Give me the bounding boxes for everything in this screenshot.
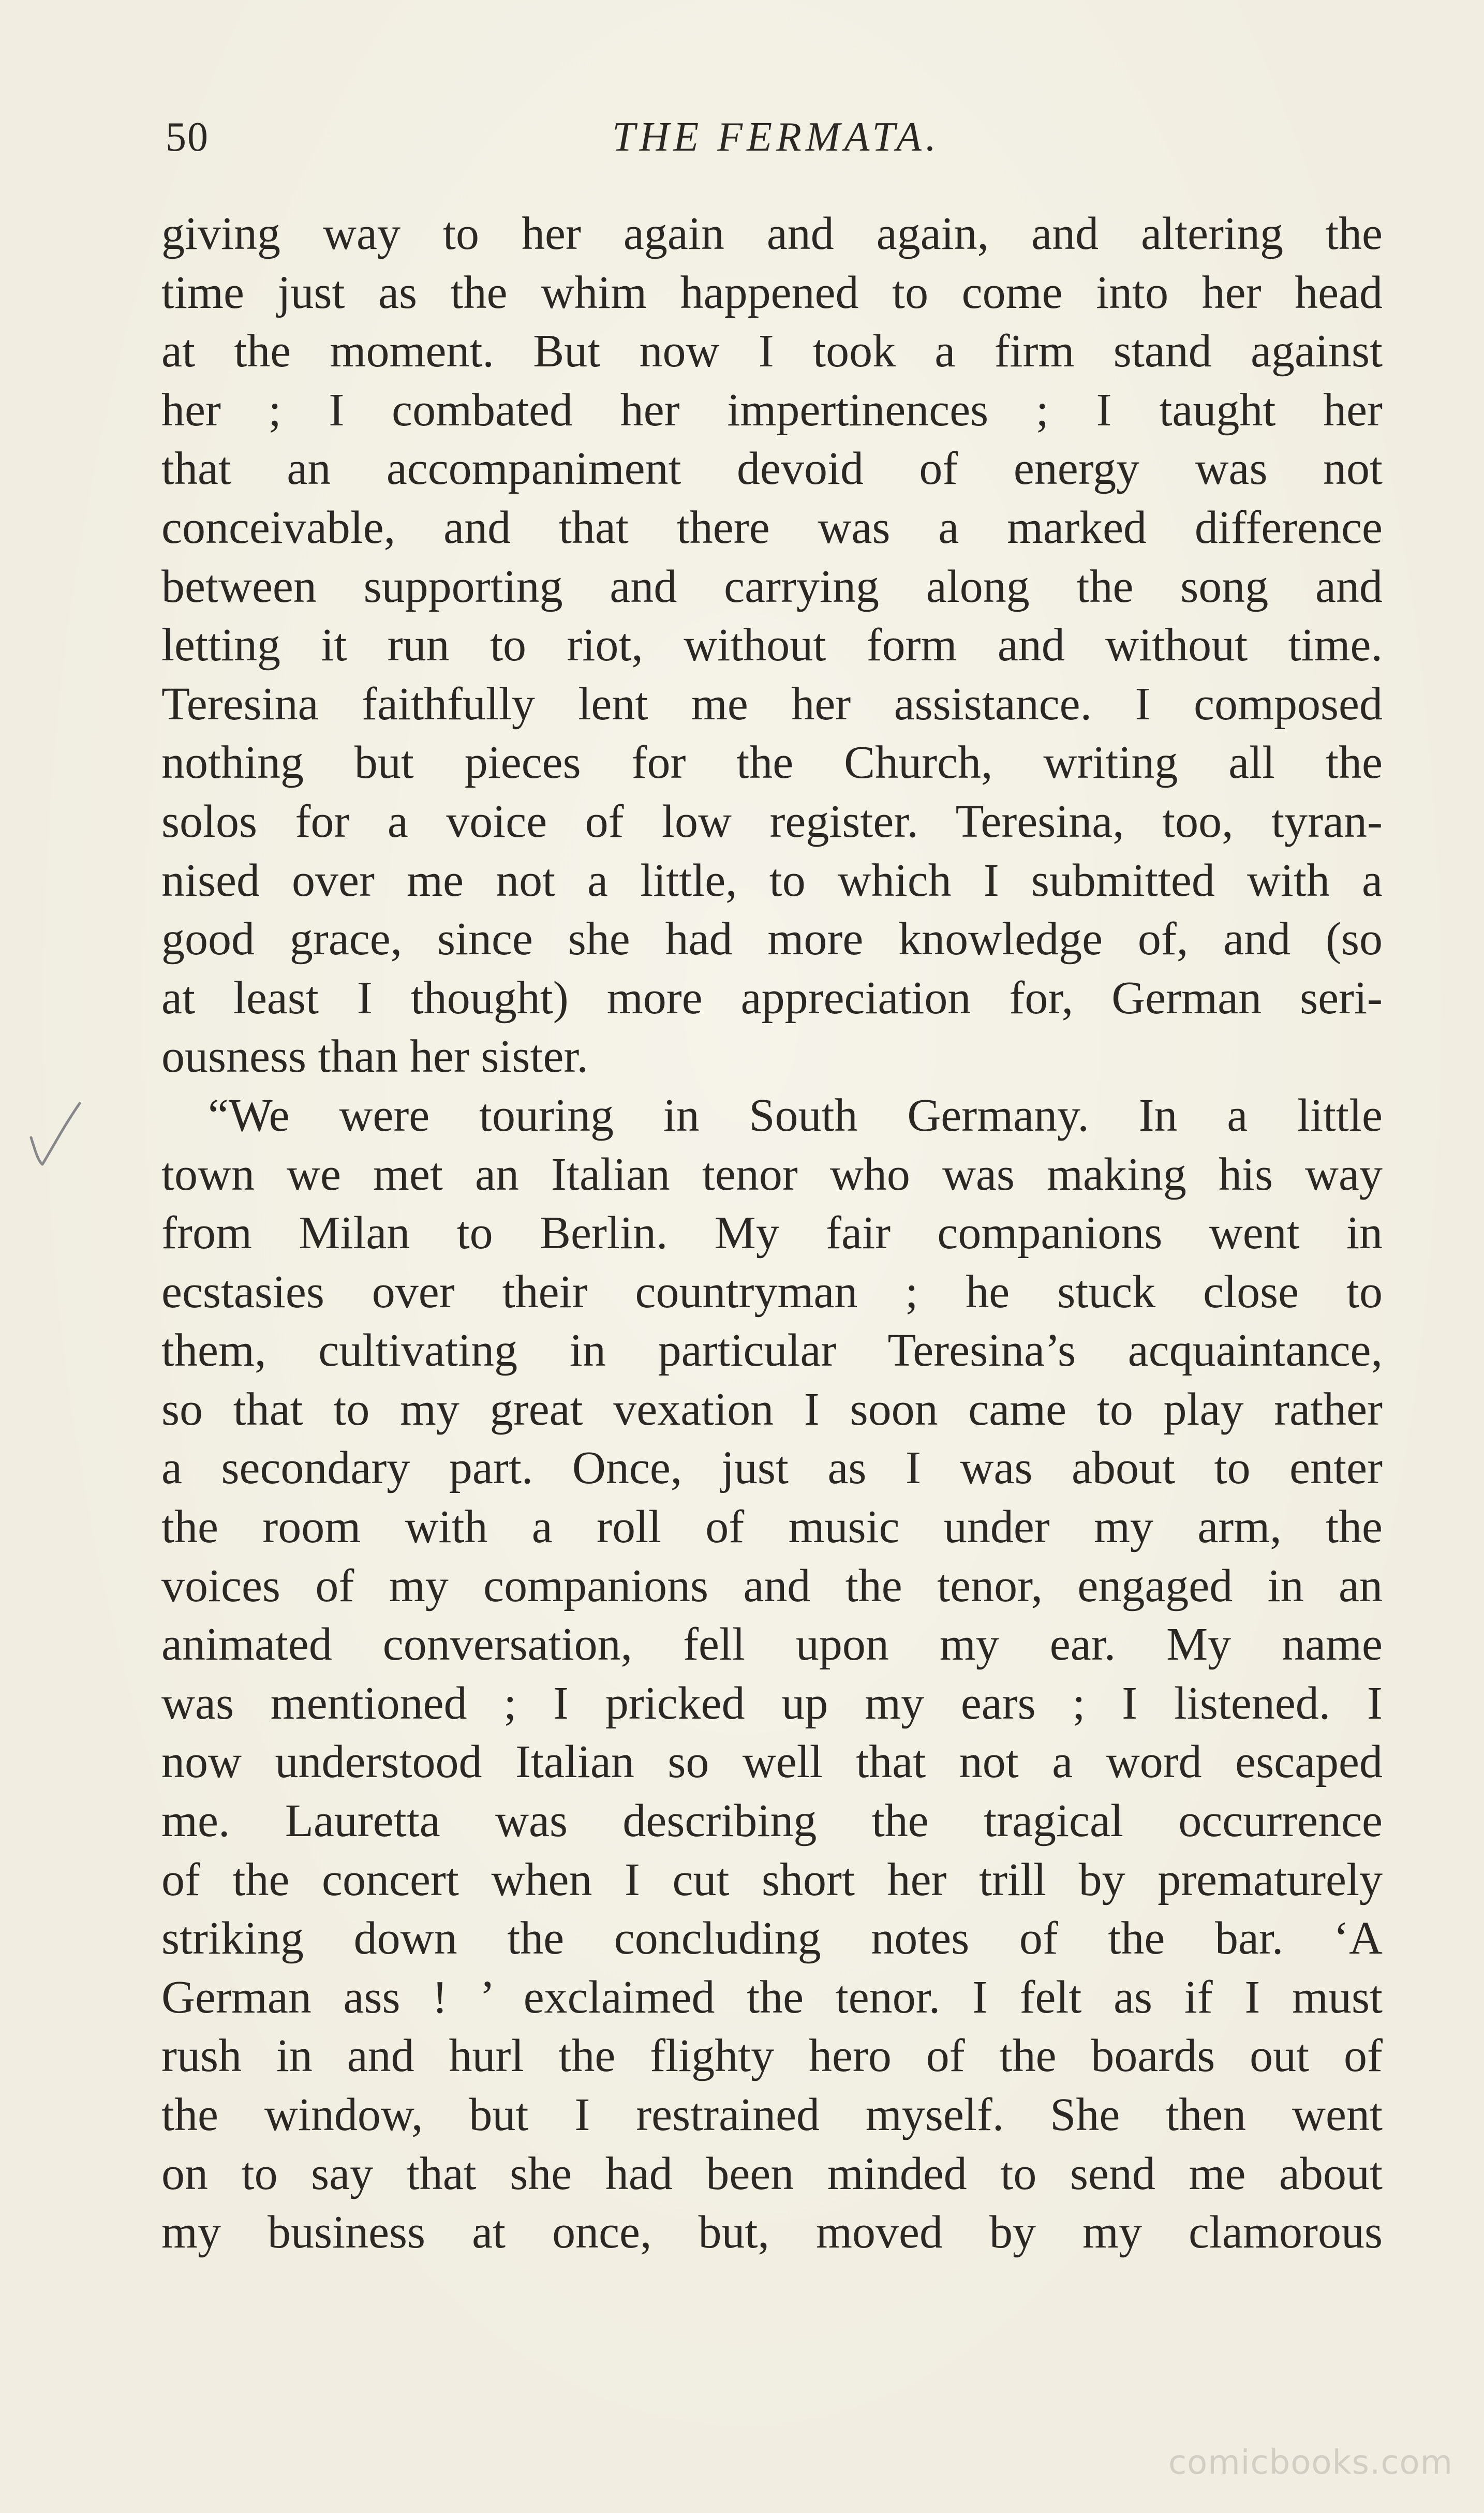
text-line: good grace, since she had more knowledge of, and (so [161, 913, 1383, 965]
text-line: on to say that she had been minded to send me about [161, 2148, 1383, 2199]
page-number: 50 [166, 114, 209, 160]
text-line: from Milan to Berlin. My fair companions went in [161, 1207, 1383, 1259]
text-line: them, cultivating in particular Teresina’s acquaintance, [161, 1325, 1383, 1377]
text-line: conceivable, and that there was a marked difference [161, 501, 1383, 553]
text-line: her ; I combated her impertinences ; I taught her [161, 384, 1383, 436]
text-line: me. Lauretta was describing the tragical occurrence [161, 1795, 1383, 1847]
text-line: nised over me not a little, to which I submitted with a [161, 854, 1383, 906]
text-line: the room with a roll of music under my arm, the [161, 1501, 1383, 1553]
text-line: German ass ! ’ exclaimed the tenor. I felt as if I must [161, 1971, 1383, 2023]
text-line: time just as the whim happened to come into her head [161, 267, 1383, 318]
text-line: so that to my great vexation I soon came to play rather [161, 1383, 1383, 1435]
text-line: ecstasies over their countryman ; he stuck close to [161, 1266, 1383, 1318]
text-line: voices of my companions and the tenor, engaged in an [161, 1560, 1383, 1612]
text-line: that an accompaniment devoid of energy was not [161, 443, 1383, 495]
body-text [161, 204, 1383, 2262]
text-line: between supporting and carrying along the song and [161, 560, 1383, 612]
text-line: striking down the concluding notes of the bar. ‘A [161, 1913, 1383, 1964]
running-title: THE FERMATA. [612, 114, 940, 160]
text-line: “We were touring in South Germany. In a little [208, 1089, 1383, 1141]
text-line: letting it run to riot, without form and without time. [161, 619, 1383, 671]
text-line: the window, but I restrained myself. She then went [161, 2089, 1383, 2140]
text-line: nothing but pieces for the Church, writing all the [161, 737, 1383, 789]
text-line: now understood Italian so well that not a word escaped [161, 1736, 1383, 1788]
page-header [166, 109, 1387, 171]
text-line: my business at once, but, moved by my clamorous [161, 2207, 1383, 2258]
text-line: ousness than her sister. [161, 1031, 588, 1083]
text-line: animated conversation, fell upon my ear. My name [161, 1619, 1383, 1671]
text-line: at least I thought) more appreciation for, German seri- [161, 972, 1383, 1024]
text-line: was mentioned ; I pricked up my ears ; I listened. I [161, 1677, 1383, 1729]
text-line: of the concert when I cut short her trill by prematurely [161, 1854, 1383, 1905]
text-line: a secondary part. Once, just as I was about to enter [161, 1442, 1383, 1494]
text-line: Teresina faithfully lent me her assistance. I composed [161, 678, 1383, 730]
text-line: at the moment. But now I took a firm stand against [161, 326, 1383, 377]
pencil-check-mark-icon [22, 1097, 89, 1180]
text-line: rush in and hurl the flighty hero of the boards out of [161, 2030, 1383, 2082]
watermark: comicbooks.com [1168, 2444, 1453, 2482]
text-line: town we met an Italian tenor who was making his way [161, 1148, 1383, 1200]
text-line: solos for a voice of low register. Teresina, too, tyran- [161, 795, 1383, 847]
text-line: giving way to her again and again, and altering the [161, 208, 1383, 259]
